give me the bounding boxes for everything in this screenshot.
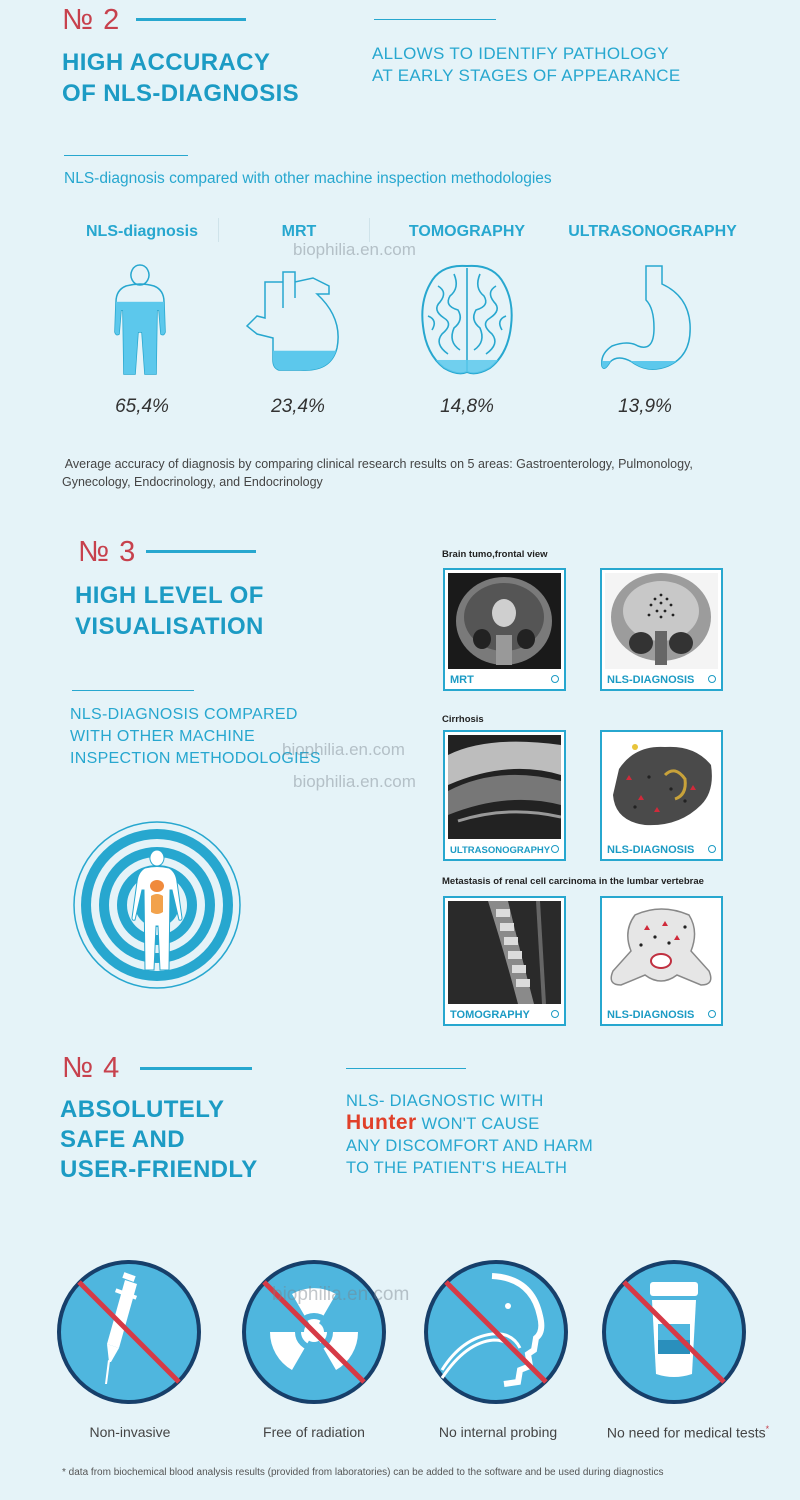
image-card-nls-liver xyxy=(600,730,723,861)
syringe-icon xyxy=(55,1258,203,1406)
section2-number: № 2 xyxy=(62,4,121,36)
nls-liver-image xyxy=(605,735,718,839)
group3-caption: Metastasis of renal cell carcinoma in the lumbar vertebrae xyxy=(442,876,704,887)
image-card-ultrasonography-liver xyxy=(443,730,566,861)
section3-number-line xyxy=(146,550,256,553)
group2-caption: Cirrhosis xyxy=(442,714,484,725)
column-title-tomography: TOMOGRAPHY xyxy=(408,223,526,240)
section3-sub-line3: INSPECTION METHODOLOGIES xyxy=(70,750,321,767)
section2-note-line1: Average accuracy of diagnosis by comparing clinical research results on 5 areas: Gastroenterology, Pulmonology, xyxy=(62,457,693,471)
test-cup-icon xyxy=(600,1258,748,1406)
section4-side-line xyxy=(346,1068,466,1069)
section2-number-line xyxy=(136,18,246,21)
footnote-marker: * xyxy=(765,1424,770,1434)
section2-side-line xyxy=(374,19,496,20)
mrt-brain-image xyxy=(448,573,561,669)
column-title-ultrasonography: ULTRASONOGRAPHY xyxy=(568,223,737,240)
section2-title-line2: OF NLS-DIAGNOSIS xyxy=(62,80,300,107)
section4-title-line2: SAFE AND xyxy=(60,1126,185,1153)
column-divider xyxy=(218,218,219,242)
image-label: NLS-DIAGNOSIS xyxy=(607,1009,695,1021)
section2-compare-line xyxy=(64,155,188,156)
radio-dot-icon[interactable] xyxy=(551,1010,559,1018)
nls-brain-image xyxy=(605,573,718,669)
hunter-brand-logo: Hunter xyxy=(346,1111,417,1134)
section4-side-line2-rest: WON'T CAUSE xyxy=(416,1115,540,1133)
footnote: * data from biochemical blood analysis results (provided from laboratories) can be added to the software and be used during diagnostics xyxy=(62,1467,664,1478)
section3-sub-text xyxy=(70,704,321,770)
section4-side-line3: ANY DISCOMFORT AND HARM xyxy=(346,1137,594,1155)
section4-side-line4: TO THE PATIENT'S HEALTH xyxy=(346,1159,568,1177)
image-label: NLS-DIAGNOSIS xyxy=(607,674,695,686)
image-label: MRT xyxy=(450,674,474,686)
section3-sub-line1: NLS-DIAGNOSIS COMPARED xyxy=(70,706,298,723)
stomach-icon xyxy=(598,262,694,377)
image-card-nls-spine xyxy=(600,896,723,1026)
percent-ultrasonography: 13,9% xyxy=(618,396,672,417)
section3-number: № 3 xyxy=(78,536,137,568)
heart-icon xyxy=(243,268,348,376)
column-divider xyxy=(369,218,370,242)
watermark: biophilia.en.com xyxy=(293,772,416,791)
section3-title xyxy=(75,580,264,642)
section3-title-line1: HIGH LEVEL OF xyxy=(75,582,264,609)
percent-mrt: 23,4% xyxy=(271,396,325,417)
column-title-nls: NLS-diagnosis xyxy=(85,223,198,240)
section2-title-line1: HIGH ACCURACY xyxy=(62,49,271,76)
radio-dot-icon[interactable] xyxy=(551,675,559,683)
section4-number-line xyxy=(140,1067,252,1070)
section3-sub-line2: WITH OTHER MACHINE xyxy=(70,728,255,745)
section4-side-text xyxy=(346,1090,593,1179)
section4-number: № 4 xyxy=(62,1052,121,1084)
radiation-icon xyxy=(240,1258,388,1406)
section3-sub-line xyxy=(72,690,194,691)
feature-label-no-medical-tests xyxy=(592,1424,784,1441)
column-title-mrt: MRT xyxy=(281,223,317,240)
body-icon xyxy=(110,262,170,377)
section2-side-line2: AT EARLY STAGES OF APPEARANCE xyxy=(372,66,681,85)
watermark: biophilia.en.com xyxy=(272,1284,410,1305)
image-label: NLS-DIAGNOSIS xyxy=(607,844,695,856)
percent-tomography: 14,8% xyxy=(440,396,494,417)
section2-title xyxy=(62,47,299,109)
watermark: biophilia.en.com xyxy=(293,240,416,259)
body-scan-icon xyxy=(72,820,242,990)
feature-label-no-internal-probing: No internal probing xyxy=(438,1424,558,1440)
section4-side-line2 xyxy=(346,1112,593,1135)
feature-label-text: No need for medical tests xyxy=(606,1424,766,1441)
image-card-nls-brain xyxy=(600,568,723,691)
nls-spine-image xyxy=(605,901,718,1004)
section2-side-line1: ALLOWS TO IDENTIFY PATHOLOGY xyxy=(372,44,669,63)
watermark: biophilia.en.com xyxy=(282,740,405,759)
section4-title xyxy=(60,1095,258,1185)
section4-title-line3: USER-FRIENDLY xyxy=(60,1156,258,1183)
tomography-spine-image xyxy=(448,901,561,1004)
radio-dot-icon[interactable] xyxy=(708,1010,716,1018)
section2-compare-text: NLS-diagnosis compared with other machine inspection methodologies xyxy=(64,170,552,187)
feature-label-free-of-radiation: Free of radiation xyxy=(263,1424,365,1440)
feature-label-non-invasive: Non-invasive xyxy=(89,1424,171,1440)
ultrasonography-liver-image xyxy=(448,735,561,839)
image-label: TOMOGRAPHY xyxy=(450,1009,530,1021)
probe-icon xyxy=(422,1258,570,1406)
section2-side-text xyxy=(372,43,681,87)
radio-dot-icon[interactable] xyxy=(708,845,716,853)
section3-title-line2: VISUALISATION xyxy=(75,613,264,640)
radio-dot-icon[interactable] xyxy=(708,675,716,683)
section4-title-line1: ABSOLUTELY xyxy=(60,1096,225,1123)
section4-side-line1: NLS- DIAGNOSTIC WITH xyxy=(346,1092,544,1110)
radio-dot-icon[interactable] xyxy=(551,845,559,853)
group1-caption: Brain tumo,frontal view xyxy=(442,549,548,560)
brain-icon xyxy=(418,262,516,377)
section2-note-line2: Gynecology, Endocrinology, and Endocrinology xyxy=(62,475,323,489)
image-card-mrt-brain xyxy=(443,568,566,691)
image-label: ULTRASONOGRAPHY xyxy=(450,845,551,856)
image-card-tomography-spine xyxy=(443,896,566,1026)
percent-nls: 65,4% xyxy=(115,396,169,417)
section2-note xyxy=(62,455,782,491)
